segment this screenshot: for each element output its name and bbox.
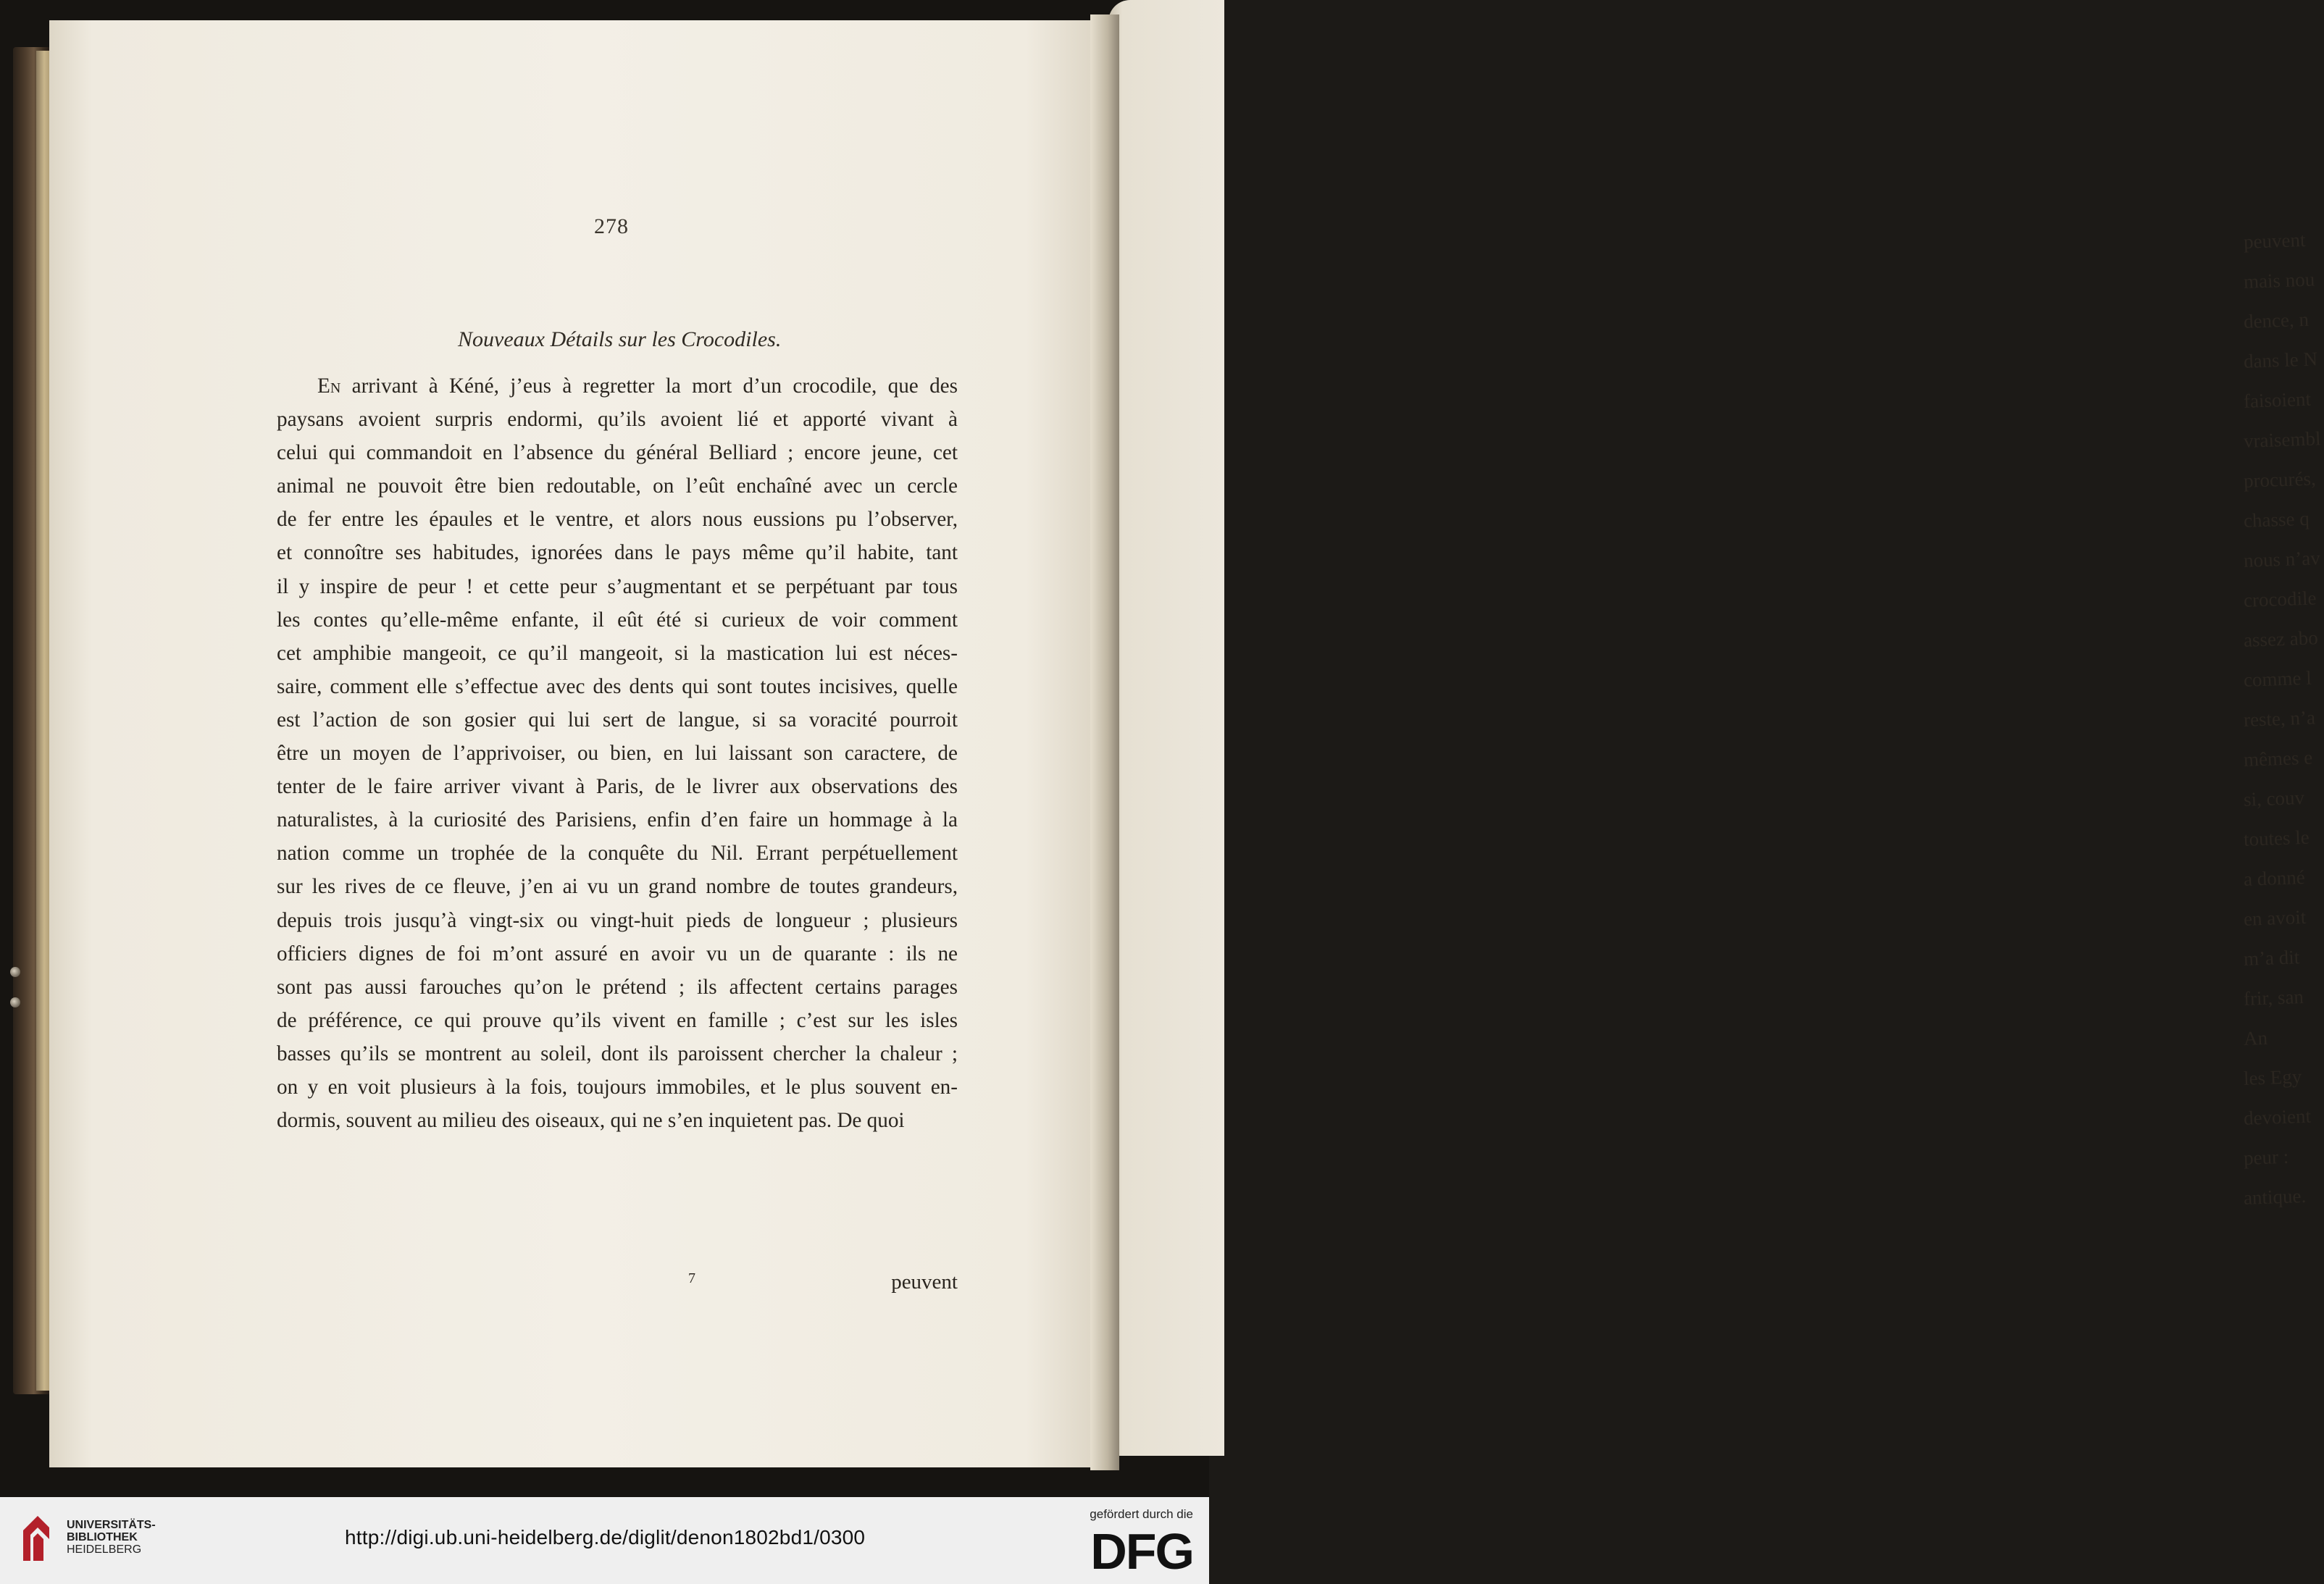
text-line	[277, 1104, 958, 1137]
university-library-name	[67, 1519, 156, 1556]
text-line	[277, 803, 958, 837]
logo-line-3: HEIDELBERG	[67, 1543, 142, 1556]
text-line-content: cet amphibie mangeoit, ce qu’il mangeoit, si la mastication lui est néces-	[277, 641, 958, 665]
catchword: peuvent	[891, 1270, 958, 1294]
dfg-logo: DFG	[1090, 1523, 1193, 1580]
facing-page-line: mêmes e	[2243, 746, 2313, 771]
funded-by-label: gefördert durch die	[1090, 1507, 1193, 1521]
text-line-content: on y en voit plusieurs à la fois, toujours immobiles, et le plus souvent en-	[277, 1075, 958, 1099]
text-line-content: nation comme un trophée de la conquête du Nil. Errant perpétuellement	[277, 842, 958, 866]
facing-page-line: crocodile	[2243, 587, 2317, 611]
text-line-content: paysans avoient surpris endormi, qu’ils avoient lié et apporté vivant à	[277, 408, 958, 432]
facing-page-line: peur :	[2243, 1145, 2289, 1169]
text-line-content: saire, comment elle s’effectue avec des dents qui sont toutes incisives, quelle	[277, 674, 958, 698]
text-line	[277, 536, 958, 569]
page-gutter	[1090, 14, 1119, 1470]
text-line	[277, 603, 958, 637]
university-library-logo-icon	[16, 1510, 52, 1562]
facing-page-line: faisoient	[2243, 387, 2312, 412]
text-line-content: dormis, souvent au milieu des oiseaux, qui ne s’en inquietent pas. De quoi	[277, 1109, 905, 1133]
text-line-content: être un moyen de l’apprivoiser, ou bien, en lui laissant son caractere, de	[277, 742, 958, 766]
text-line	[277, 937, 958, 971]
facing-page-line: peuvent	[2243, 228, 2306, 253]
text-line-content: basses qu’ils se montrent au soleil, dont ils paroissent chercher la chaleur ;	[277, 1042, 958, 1065]
facing-page-line: An	[2243, 1026, 2268, 1049]
logo-line-1: UNIVERSITÄTS-	[67, 1519, 156, 1531]
logo-line-2: BIBLIOTHEK	[67, 1531, 138, 1543]
text-line	[277, 637, 958, 670]
text-line	[277, 1037, 958, 1070]
text-line	[277, 1004, 958, 1037]
text-line	[277, 971, 958, 1004]
permalink-url[interactable]: http://digi.ub.uni-heidelberg.de/diglit/denon1802bd1/0300	[345, 1526, 866, 1549]
facing-page-line: dence, n	[2243, 308, 2310, 332]
facing-page	[1108, 0, 2321, 1456]
text-line-content: est l’action de son gosier qui lui sert de langue, si sa voracité pourroit	[277, 708, 958, 732]
text-line-content: de fer entre les épaules et le ventre, et alors nous eussions pu l’observer,	[277, 508, 958, 532]
facing-page-line: les Egy	[2243, 1065, 2302, 1089]
initial-small-caps: En	[317, 374, 341, 398]
facing-page-line: devoient	[2243, 1105, 2312, 1129]
binding-clasp-top	[10, 967, 20, 977]
text-line-content: animal ne pouvoit être bien redoutable, on l’eût enchaîné avec un cercle	[277, 474, 958, 498]
text-line	[277, 870, 958, 903]
page-number: 278	[594, 214, 629, 238]
text-line	[277, 469, 958, 503]
text-line	[277, 670, 958, 703]
text-line	[277, 703, 958, 737]
viewer-footer	[0, 1497, 1209, 1584]
text-line	[277, 737, 958, 770]
facing-page-line: m’a dit	[2243, 946, 2300, 970]
facing-page-line: en avoit	[2243, 905, 2307, 930]
facing-page-line: a donné	[2243, 866, 2306, 890]
facing-page-line: toutes le	[2243, 826, 2310, 850]
facing-page-line: reste, n’a	[2243, 706, 2316, 731]
facing-page-line: nous n’av	[2243, 547, 2321, 571]
facing-page-text	[2244, 221, 2323, 1217]
facing-page-line: assez abo	[2243, 627, 2319, 651]
text-line	[277, 403, 958, 436]
facing-page-line: comme l	[2243, 666, 2312, 691]
text-line-content: sont pas aussi farouches qu’on le prétend ; ils affectent certains parages	[277, 975, 958, 999]
text-line-content: depuis trois jusqu’à vingt-six ou vingt-huit pieds de longueur ; plusieurs	[277, 908, 958, 932]
text-line-content: naturalistes, à la curiosité des Parisiens, enfin d’en faire un hommage à la	[277, 808, 958, 832]
text-line-content: celui qui commandoit en l’absence du général Belliard ; encore jeune, cet	[277, 441, 958, 465]
text-line	[277, 369, 958, 403]
facing-page-line: si, couv	[2243, 786, 2305, 810]
text-line-content: les contes qu’elle-même enfante, il eût été si curieux de voir comment	[277, 608, 958, 632]
text-line	[277, 904, 958, 937]
facing-page-line: frir, san	[2243, 986, 2304, 1010]
text-line	[277, 436, 958, 469]
text-line-content: et connoître ses habitudes, ignorées dans le pays même qu’il habite, tant	[277, 541, 958, 565]
text-line-content: de préférence, ce qui prouve qu’ils vivent en famille ; c’est sur les isles	[277, 1008, 958, 1032]
section-title: Nouveaux Détails sur les Crocodiles.	[458, 327, 782, 351]
text-line-content: il y inspire de peur ! et cette peur s’augmentant et se perpétuant par tous	[277, 574, 958, 598]
text-line	[277, 837, 958, 870]
text-line-content: arrivant à Kéné, j’eus à regretter la mort d’un crocodile, que des	[340, 374, 958, 398]
text-line	[277, 770, 958, 803]
binding-clasp-bottom	[10, 997, 20, 1007]
facing-page-line: mais nou	[2243, 268, 2315, 293]
facing-page-line: vraisembl	[2243, 427, 2321, 452]
facing-page-line: chasse q	[2243, 507, 2310, 532]
body-text	[277, 369, 958, 1137]
text-line-content: sur les rives de ce fleuve, j’en ai vu un grand nombre de toutes grandeurs,	[277, 875, 958, 899]
facing-page-line: dans le N	[2243, 348, 2318, 372]
text-line	[277, 570, 958, 603]
signature-mark: 7	[688, 1270, 695, 1286]
text-line-content: tenter de le faire arriver vivant à Paris, de le livrer aux observations des	[277, 775, 958, 799]
text-line-content: officiers dignes de foi m’ont assuré en avoir vu un de quarante : ils ne	[277, 942, 958, 965]
facing-page-line: procurés,	[2243, 467, 2317, 492]
facing-page-line: antique.	[2243, 1184, 2307, 1209]
text-line	[277, 1070, 958, 1104]
text-line	[277, 503, 958, 536]
